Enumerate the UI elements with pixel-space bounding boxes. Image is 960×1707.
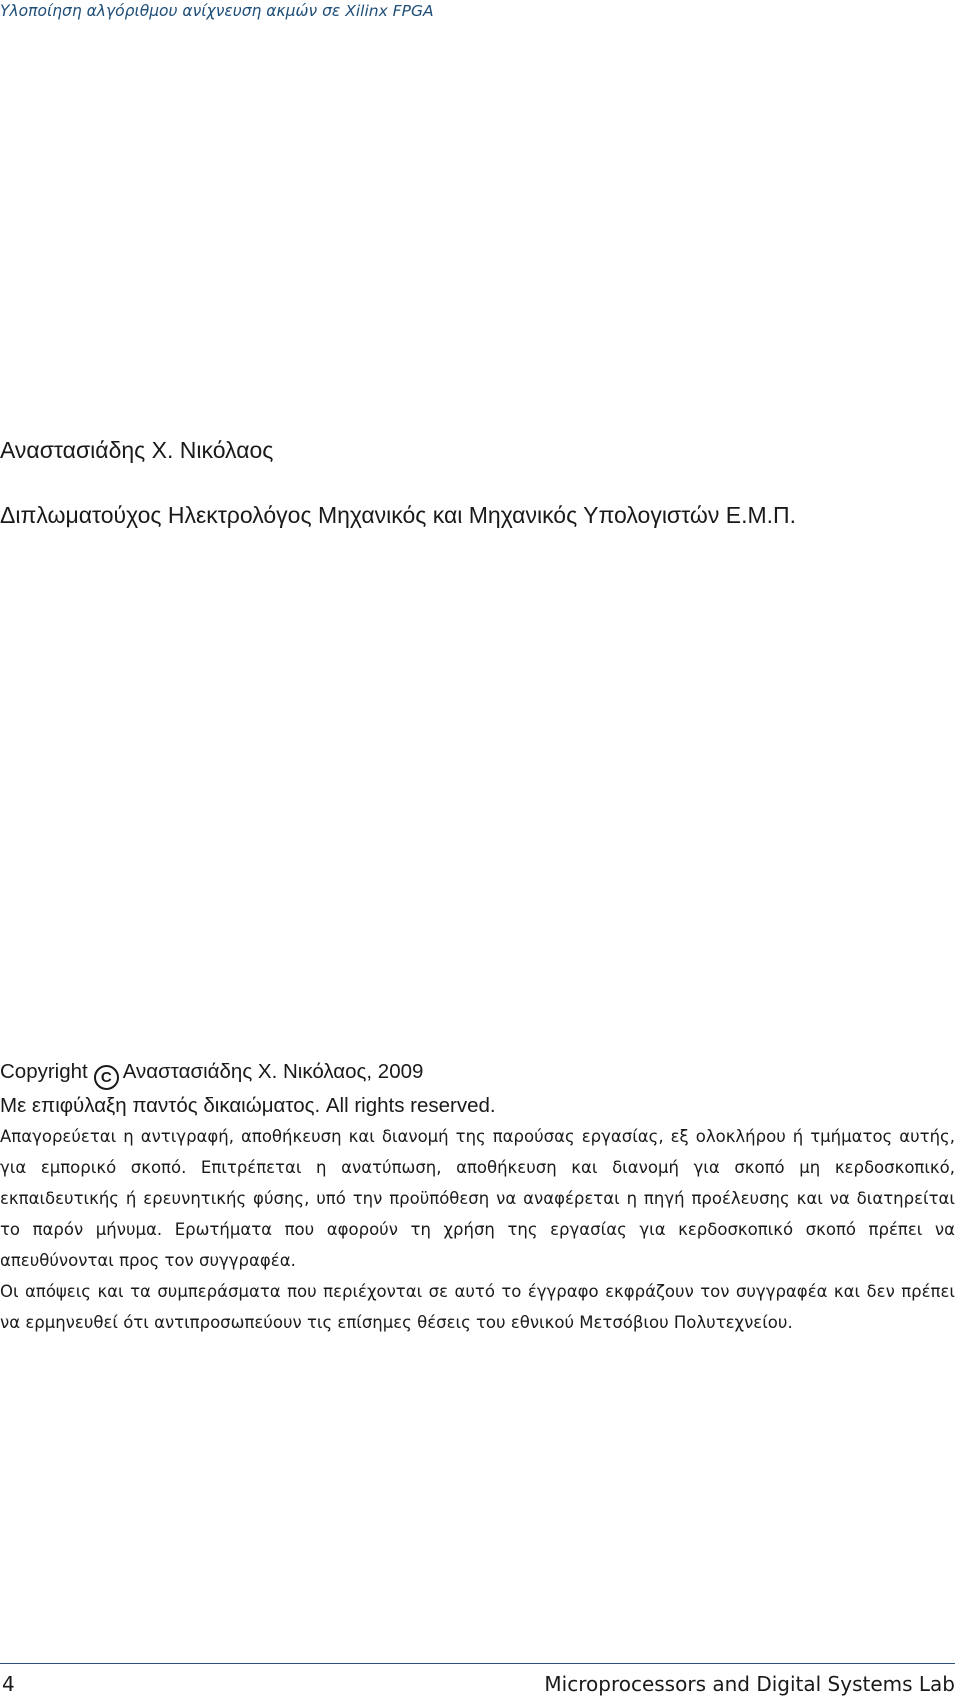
copyright-paragraph-terms: Απαγορεύεται η αντιγραφή, αποθήκευση και διανομή της παρούσας εργασίας, εξ ολοκλήρου ή τμήματος αυτής, για εμπορικό σκοπό. Επιτρέπεται η ανατύπωση, αποθήκευση και διανομή για σκοπό μη κερδοσκοπικό, εκπαιδευτικής ή ερευνητικής φύσης, υπό την προϋπόθεση να αναφέρεται η πηγή προέλευσης και να διατηρείται το παρόν μήνυμα. Ερωτήματα που αφορούν τη χρήση της εργασίας για κερδοσκοπικό σκοπό πρέπει να απευθύνονται προς τον συγγραφέα. — [0, 1127, 955, 1270]
author-degree-title: Διπλωματούχος Ηλεκτρολόγος Μηχανικός και Μηχανικός Υπολογιστών Ε.Μ.Π. — [0, 502, 797, 528]
copyright-paragraph-disclaimer: Οι απόψεις και τα συμπεράσματα που περιέχονται σε αυτό το έγγραφο εκφράζουν τον συγγραφέα και δεν πρέπει να ερμηνευθεί ότι αντιπροσωπεύουν τις επίσημες θέσεις του εθνικού Μετσόβιου Πολυτεχνείου. — [0, 1282, 955, 1332]
footer-divider — [0, 1663, 955, 1664]
copyright-block — [0, 1056, 955, 1338]
copyright-line — [0, 1056, 955, 1090]
copyright-holder: Αναστασιάδης Χ. Νικόλαος, 2009 — [122, 1060, 424, 1083]
footer-lab-name: Microprocessors and Digital Systems Lab — [544, 1672, 955, 1696]
rights-reserved-line: Με επιφύλαξη παντός δικαιώματος. All rights reserved. — [0, 1094, 496, 1117]
author-name: Αναστασιάδης Χ. Νικόλαος — [0, 437, 274, 463]
copyright-symbol-icon: C — [94, 1065, 119, 1090]
running-header-title: Υλοποίηση αλγόριθμου ανίχνευση ακμών σε Xilinx FPGA — [0, 2, 434, 20]
footer-page-number: 4 — [2, 1672, 15, 1696]
copyright-label: Copyright — [0, 1060, 88, 1083]
